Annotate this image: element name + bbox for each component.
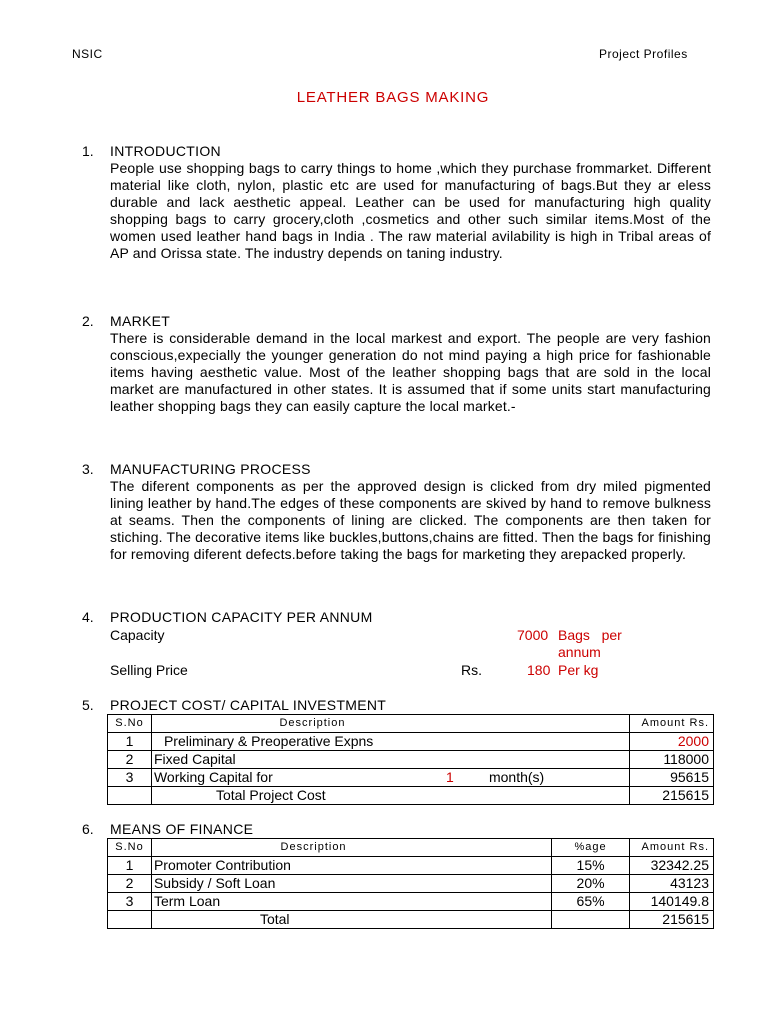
header-sno: S.No (108, 715, 152, 733)
section-number: 6. (82, 821, 94, 837)
cell-amount: 32342.25 (630, 857, 714, 875)
cell-amount: 118000 (630, 751, 714, 769)
section-title-finance: MEANS OF FINANCE (110, 821, 254, 837)
table-row (108, 751, 714, 769)
project-cost-table (107, 714, 714, 805)
capacity-label: Capacity (110, 627, 165, 643)
section-number: 4. (82, 609, 94, 625)
cell-percentage: 65% (552, 893, 630, 911)
selling-price-unit: Per kg (558, 662, 599, 678)
page-title: LEATHER BAGS MAKING (296, 89, 490, 106)
section-number: 1. (82, 143, 94, 159)
section-title-capacity: PRODUCTION CAPACITY PER ANNUM (110, 609, 373, 625)
total-amount: 215615 (630, 787, 714, 805)
cell-sno: 1 (108, 857, 152, 875)
table-row (108, 733, 714, 751)
cell-sno: 1 (108, 733, 152, 751)
section-body-manufacturing: The diferent components as per the approved design is clicked from dry miled pigmented lining leather by hand.The edges of these components are skived by hand to remove bulkness at seams. Then the components of lining are clicked. The components are then taken for stiching. The decorative items like buckles,buttons,chains are fitted. Then the bags for finishing for removing diferent defects.before taking the bags for marketing they arepacked properly. (110, 478, 711, 562)
header-description: Description (151, 839, 551, 857)
means-of-finance-table (107, 838, 714, 929)
cell-sno: 3 (108, 769, 152, 787)
cell-description: Preliminary & Preoperative Expns (151, 733, 629, 751)
header-amount: Amount Rs. (630, 715, 714, 733)
cell-description (151, 769, 629, 787)
section-title-manufacturing: MANUFACTURING PROCESS (110, 461, 311, 477)
header-amount: Amount Rs. (630, 839, 714, 857)
working-capital-months: 1 (445, 769, 454, 785)
table-row (108, 857, 714, 875)
cell-amount: 2000 (630, 733, 714, 751)
capacity-unit-line2: annum (558, 644, 601, 660)
currency-label: Rs. (461, 662, 482, 678)
cell-description: Term Loan (151, 893, 551, 911)
total-label: Total (151, 911, 551, 929)
header-left: NSIC (72, 47, 103, 61)
table-row (108, 769, 714, 787)
cell-sno: 2 (108, 875, 152, 893)
cell-percentage: 20% (552, 875, 630, 893)
total-amount: 215615 (630, 911, 714, 929)
header-right: Project Profiles (599, 47, 688, 61)
header-percentage: %age (552, 839, 630, 857)
capacity-value: 7000 (517, 627, 549, 643)
section-number: 3. (82, 461, 94, 477)
cell-amount: 43123 (630, 875, 714, 893)
capacity-unit-line1: Bags per (558, 627, 622, 643)
working-capital-months-label: month(s) (488, 769, 545, 785)
working-capital-label: Working Capital for (153, 769, 273, 785)
cell-amount: 140149.8 (630, 893, 714, 911)
total-label: Total Project Cost (151, 787, 629, 805)
cell-amount: 95615 (630, 769, 714, 787)
cell-description: Fixed Capital (151, 751, 629, 769)
cell-sno (108, 911, 152, 929)
cell-description: Subsidy / Soft Loan (151, 875, 551, 893)
section-title-market: MARKET (110, 313, 171, 329)
section-title-project-cost: PROJECT COST/ CAPITAL INVESTMENT (110, 697, 387, 713)
cell-sno (108, 787, 152, 805)
table-header-row (108, 715, 714, 733)
cell-percentage: 15% (552, 857, 630, 875)
section-body-market: There is considerable demand in the local markest and export. The people are very fashion conscious,expecially the younger generation do not mind paying a high price for fashionable items having aesthetic value. Most of the leather shopping bags that are sold in the local market are manufactured in other states. It is assumed that if some units start manufacturing leather shopping bags they can easily capture the local market.- (110, 330, 711, 414)
section-number: 5. (82, 697, 94, 713)
table-row (108, 893, 714, 911)
cell-percentage (552, 911, 630, 929)
header-description: Description (151, 715, 629, 733)
section-body-introduction: People use shopping bags to carry things to home ,which they purchase frommarket. Different material like cloth, nylon, plastic etc are used for manufacturing of bags.But they ar eless durable and lack aesthetic appeal. Leather can be used for manufacturing high quality shopping bags to carry grocery,cloth ,cosmetics and other such similar items.Most of the women used leather hand bags in India . The raw material avilability is high in Tribal areas of AP and Orissa state. The industry depends on taning industry. (110, 160, 711, 261)
cell-sno: 2 (108, 751, 152, 769)
cell-description: Promoter Contribution (151, 857, 551, 875)
cell-sno: 3 (108, 893, 152, 911)
selling-price-label: Selling Price (110, 662, 188, 678)
header-sno: S.No (108, 839, 152, 857)
section-number: 2. (82, 313, 94, 329)
table-total-row (108, 787, 714, 805)
table-row (108, 875, 714, 893)
table-header-row (108, 839, 714, 857)
selling-price-value: 180 (527, 662, 551, 678)
table-total-row (108, 911, 714, 929)
section-title-introduction: INTRODUCTION (110, 143, 221, 159)
